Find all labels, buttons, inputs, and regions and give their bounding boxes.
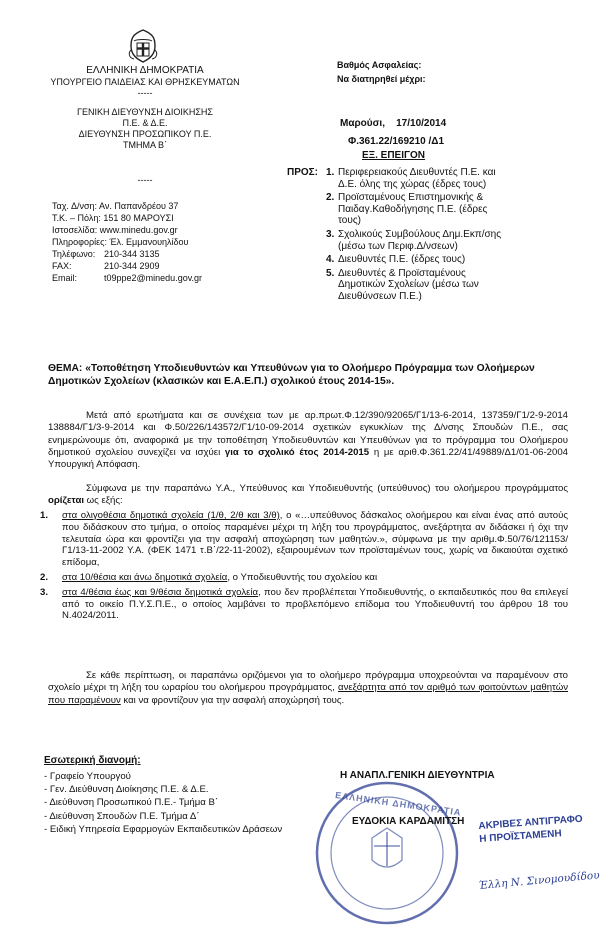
distribution-list	[44, 770, 282, 836]
subject-block	[48, 362, 563, 388]
urgency-label: ΕΞ. ΕΠΕΙΓΟΝ	[362, 150, 426, 161]
item-underlined: στα ολιγοθέσια δημοτικά σχολεία (1/θ, 2/θ και 3/θ)	[62, 510, 280, 521]
recipient-text: Σχολικούς Συμβούλους Δημ.Εκπ/σης (μέσω των Περιφ.Δ/νσεων)	[338, 228, 502, 252]
recipient-text: Προϊσταμένους Επιστημονικής & Παιδαγ.Καθοδήγησης Π.Ε. (έδρες τους)	[338, 192, 488, 227]
contact-row-email	[52, 272, 282, 284]
list-number: 3.	[40, 586, 49, 598]
list-number: 4.	[326, 254, 335, 266]
list-item	[40, 587, 568, 622]
contact-label: FAX:	[52, 261, 72, 271]
general-directorate: ΓΕΝΙΚΗ ΔΙΕΥΘΥΝΣΗ ΔΙΟΙΚΗΣΗΣ	[77, 107, 213, 117]
contact-row-fax	[52, 260, 282, 272]
subject-label: ΘΕΜΑ:	[48, 363, 83, 374]
recipients-label: ΠΡΟΣ:	[287, 167, 319, 178]
contact-value: 151 80 ΜΑΡΟΥΣΙ	[103, 213, 174, 223]
contact-label: Ταχ. Δ/νση:	[52, 201, 98, 211]
body-paragraph-1	[48, 410, 568, 471]
list-number: 2.	[40, 571, 49, 583]
recipient-text: Περιφερειακούς Διευθυντές Π.Ε. και Δ.Ε. όλης της χώρας (έδρες τους)	[338, 167, 496, 190]
coat-of-arms-emblem	[125, 28, 161, 64]
recipients-list	[326, 167, 504, 305]
handwritten-name: Έλλη Ν. Σινομουδίδου	[478, 869, 600, 892]
paragraph-text: Σε κάθε περίπτωση, οι παραπάνω οριζόμενοι για το ολοήμερο πρόγραμμα υποχρεούνται να παραμένουν στο σχολείο μέχρι τη λήξη του ωραρίου του ολοήμερου προγράμματος,	[48, 670, 568, 694]
list-item	[40, 572, 568, 584]
contact-row-info	[52, 236, 282, 248]
list-number: 3.	[326, 228, 335, 240]
contact-value[interactable]: www.minedu.gov.gr	[99, 225, 178, 235]
list-item: - Γραφείο Υπουργού	[44, 771, 131, 782]
certified-copy-stamp	[478, 813, 584, 846]
security-level: Βαθμός Ασφαλείας:	[337, 60, 422, 70]
contact-label: Τηλέφωνο:	[52, 249, 96, 259]
state-name: ΕΛΛΗΝΙΚΗ ΔΗΜΟΚΡΑΤΙΑ	[86, 65, 204, 76]
header-separator-2: -----	[137, 175, 153, 185]
item-underlined: στα 4/θέσια έως και 9/θέσια δημοτικά σχολεία	[62, 586, 259, 598]
signature-title: Η ΑΝΑΠΛ.ΓΕΝΙΚΗ ΔΙΕΥΘΥΝΤΡΙΑ	[340, 770, 495, 781]
paragraph-text: η με αριθ.Φ.361.22/41/49889/Δ1/01-06-2004 Υπουργική Απόφαση.	[48, 446, 569, 471]
item-text: , που δεν προβλέπεται Υποδιευθυντής, ο εκπαιδευτικός που θα επιλεγεί από το οικείο Π.Υ.Σ.Π.Ε., ο οποίος λαμβάνει το προβλεπόμενο επίδομα του Υποδιευθυντή του άρθρου 18 του Ν.4024/2011.	[62, 586, 568, 622]
paragraph-bold: ορίζεται	[48, 495, 85, 507]
directorate-scope: Π.Ε. & Δ.Ε.	[122, 118, 168, 128]
contact-row-website	[52, 224, 282, 236]
body-paragraph-3	[48, 670, 568, 707]
ministry-name: ΥΠΟΥΡΓΕΙΟ ΠΑΙΔΕΙΑΣ ΚΑΙ ΘΡΗΣΚΕΥΜΑΤΩΝ	[50, 77, 240, 87]
paragraph-text: Μετά από ερωτήματα και σε συνέχεια των με αρ.πρωτ.Φ.12/390/92065/Γ1/13-6-2014, 137359/Γ1/2-9-2014 138884/Γ1/3-9-2014 και Φ.50/226/143572/Γ1/10-09-2014 σχετικών εγκυκλίων της Δ/νσης Σπουδών Π.Ε., σας ενημερώνουμε ότι, αναφορικά με την τοποθέτηση Υποδιευθυντών και Υπευθύνων για το πρόγραμμα του Ολοήμερου δημοτικού σχολείου συνεχίζει να ισχύει	[48, 410, 568, 458]
item-text: , ο «…υπεύθυνος δάσκαλος ολοήμερου και είναι ένας από αυτούς που διδάσκουν στο τμήμα, ο οποίος παραμένει μέχρι τη λήξη του προγράμματος, ανεξάρτητα αν διδάσκει ή όχι την τελευταία ώρα και φροντίζει για την ασφαλή αποχώρηση των μαθητών.», σύμφωνα με την αριθμ.Φ.50/76/121153/Γ1/13-11-2002 Υ.Α. (ΦΕΚ 1471 τ.Β΄/22-11-2002), εξαιρουμένων των προϊσταμένων τους, χωρίς να δικαιούται σχετικό επίδομα,	[62, 510, 569, 569]
paragraph-text: ως εξής:	[84, 495, 123, 507]
item-underlined: στα 10/θέσια και άνω δημοτικά σχολεία	[62, 571, 228, 583]
signatory-name: ΕΥΔΟΚΙΑ ΚΑΡΔΑΜΙΤΣΗ	[352, 816, 465, 827]
list-item	[326, 268, 504, 303]
subject-text: «Τοποθέτηση Υποδιευθυντών και Υπευθύνων για το Ολοήμερο Πρόγραμμα των Ολοήμερων Δημοτικών Σχολείων (κλασικών και Ε.Α.Ε.Π.) σχολικού έτους 2014-15».	[48, 363, 535, 387]
recipient-text: Διευθυντές Π.Ε. (έδρες τους)	[338, 254, 466, 266]
contact-row-address	[52, 200, 282, 212]
contact-label: Ιστοσελίδα:	[52, 225, 98, 235]
contact-value: 210-344 2909	[104, 261, 160, 271]
list-item	[40, 510, 568, 569]
list-item: - Διεύθυνση Σπουδών Π.Ε. Τμήμα Δ΄	[44, 810, 200, 822]
item-text: , ο Υποδιευθυντής του σχολείου και	[227, 571, 378, 583]
department-block	[40, 107, 250, 186]
list-item	[326, 229, 504, 252]
place-date: Μαρούσι, 17/10/2014	[340, 118, 447, 129]
body-paragraph-2	[48, 483, 568, 508]
contact-value: Έλ. Εμμανουηλίδου	[109, 237, 189, 247]
personnel-directorate: ΔΙΕΥΘΥΝΣΗ ΠΡΟΣΩΠΙΚΟΥ Π.Ε.	[78, 129, 212, 139]
seal-text: ΕΛΛΗΝΙΚΗ ΔΗΜΟΚΡΑΤΙΑ	[334, 790, 462, 818]
list-item: - Διεύθυνση Προσωπικού Π.Ε.- Τμήμα Β΄	[44, 797, 219, 809]
contact-value: Αν. Παπανδρέου 37	[99, 201, 179, 211]
copy-line-2: Η ΠΡΟΪΣΤΑΜΕΝΗ	[478, 828, 563, 845]
recipient-text: Διευθυντές & Προϊσταμένους Δημοτικών Σχολείων (μέσω των Διευθύνσεων Π.Ε.)	[338, 267, 479, 302]
header-separator: -----	[137, 88, 153, 98]
list-item	[326, 167, 504, 190]
list-number: 1.	[326, 167, 335, 178]
ministry-header	[40, 65, 250, 99]
paragraph-bold: για το σχολικό έτος 2014-2015	[224, 446, 370, 458]
contact-label: Πληροφορίες:	[52, 237, 107, 247]
contact-row-postal	[52, 212, 282, 224]
paragraph-text: Σύμφωνα με την παραπάνω Υ.Α., Υπεύθυνος και Υποδιευθυντής (υπεύθυνος) του ολοήμερου προγράμματος	[86, 483, 568, 494]
list-item	[326, 192, 504, 227]
list-number: 2.	[326, 192, 335, 204]
contact-value[interactable]: t09ppe2@minedu.gov.gr	[104, 273, 203, 283]
list-number: 1.	[40, 510, 49, 521]
list-item	[326, 254, 504, 266]
contact-value: 210-344 3135	[104, 249, 160, 259]
department-section: ΤΜΗΜΑ Β΄	[123, 140, 167, 150]
copy-line-1: ΑΚΡΙΒΕΣ ΑΝΤΙΓΡΑΦΟ	[478, 813, 583, 832]
contact-label: Email:	[52, 273, 78, 283]
assignment-list	[40, 510, 568, 625]
distribution-title: Εσωτερική διανομή:	[44, 755, 141, 766]
contact-label: Τ.Κ. – Πόλη:	[52, 213, 101, 223]
list-number: 5.	[326, 267, 335, 279]
list-item: - Γεν. Διεύθυνση Διοίκησης Π.Ε. & Δ.Ε.	[44, 784, 209, 796]
contact-block	[52, 200, 282, 284]
paragraph-text: και να φροντίζουν για την ασφαλή αποχώρησή τους.	[120, 694, 345, 706]
protocol-number: Φ.361.22/169210 /Δ1	[348, 136, 445, 147]
keep-until: Να διατηρηθεί μέχρι:	[337, 74, 426, 84]
contact-row-phone	[52, 248, 282, 260]
list-item: - Ειδική Υπηρεσία Εφαρμογών Εκπαιδευτικών Δράσεων	[44, 823, 283, 835]
paragraph-underlined: ανεξάρτητα από τον αριθμό των φοιτούντων μαθητών που παραμένουν	[48, 682, 568, 706]
